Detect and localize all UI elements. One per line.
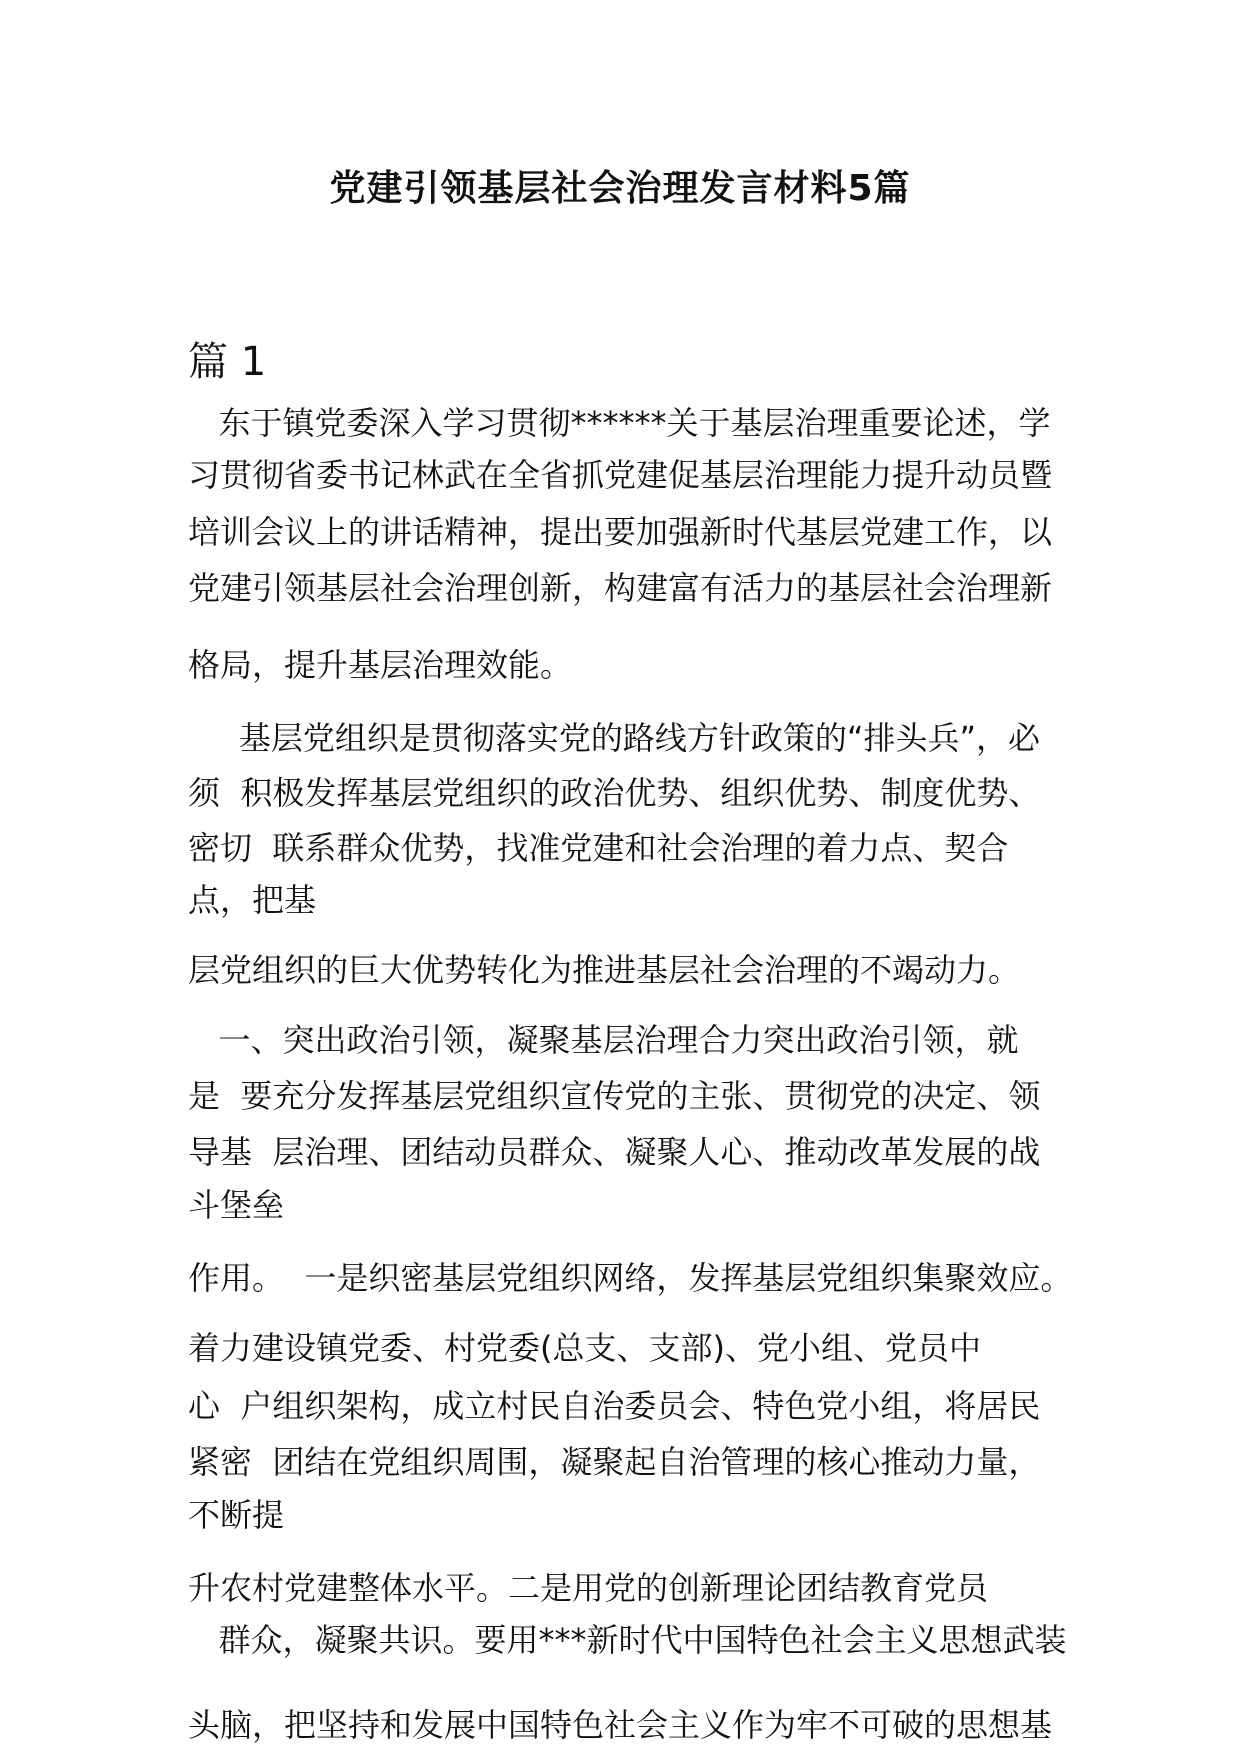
body-line: 群众，凝聚共识。要用***新时代中国特色社会主义思想武装: [188, 1621, 1067, 1659]
body-line: 层党组织的巨大优势转化为推进基层社会治理的不竭动力。: [188, 951, 1021, 989]
body-line: 导基 层治理、团结动员群众、凝聚人心、推动改革发展的战: [188, 1133, 1041, 1171]
body-line: 基层党组织是贯彻落实党的路线方针政策的“排头兵”，必: [188, 719, 1041, 757]
body-line: 着力建设镇党委、村党委(总支、支部)、党小组、党员中: [188, 1329, 981, 1367]
body-line: 斗堡垒: [188, 1186, 285, 1224]
section-heading: 篇 1: [188, 339, 267, 385]
body-line: 东于镇党委深入学习贯彻******关于基层治理重要论述，学: [188, 404, 1051, 442]
body-line: 须 积极发挥基层党组织的政治优势、组织优势、制度优势、: [188, 774, 1041, 812]
body-line: 是 要充分发挥基层党组织宣传党的主张、贯彻党的决定、领: [188, 1077, 1041, 1115]
body-line: 升农村党建整体水平。二是用党的创新理论团结教育党员: [188, 1569, 989, 1607]
body-line: 点，把基: [188, 881, 317, 919]
body-line: 党建引领基层社会治理创新，构建富有活力的基层社会治理新: [188, 569, 1053, 607]
body-line: 培训会议上的讲话精神，提出要加强新时代基层党建工作，以: [188, 513, 1053, 551]
body-line: 作用。 一是织密基层党组织网络，发挥基层党组织集聚效应。: [188, 1259, 1073, 1297]
body-line: 一、突出政治引领，凝聚基层治理合力突出政治引领，就: [188, 1021, 1019, 1059]
body-line: 不断提: [188, 1496, 285, 1534]
body-line: 头脑，把坚持和发展中国特色社会主义作为牢不可破的思想基: [188, 1706, 1053, 1744]
body-line: 紧密 团结在党组织周围，凝聚起自治管理的核心推动力量，: [188, 1443, 1041, 1481]
body-line: 心 户组织架构，成立村民自治委员会、特色党小组，将居民: [188, 1387, 1041, 1425]
body-line: 习贯彻省委书记林武在全省抓党建促基层治理能力提升动员暨: [188, 456, 1053, 494]
body-line: 密切 联系群众优势，找准党建和社会治理的着力点、契合: [188, 829, 1009, 867]
document-title: 党建引领基层社会治理发言材料5篇: [329, 168, 911, 209]
body-line: 格局，提升基层治理效能。: [188, 646, 573, 684]
